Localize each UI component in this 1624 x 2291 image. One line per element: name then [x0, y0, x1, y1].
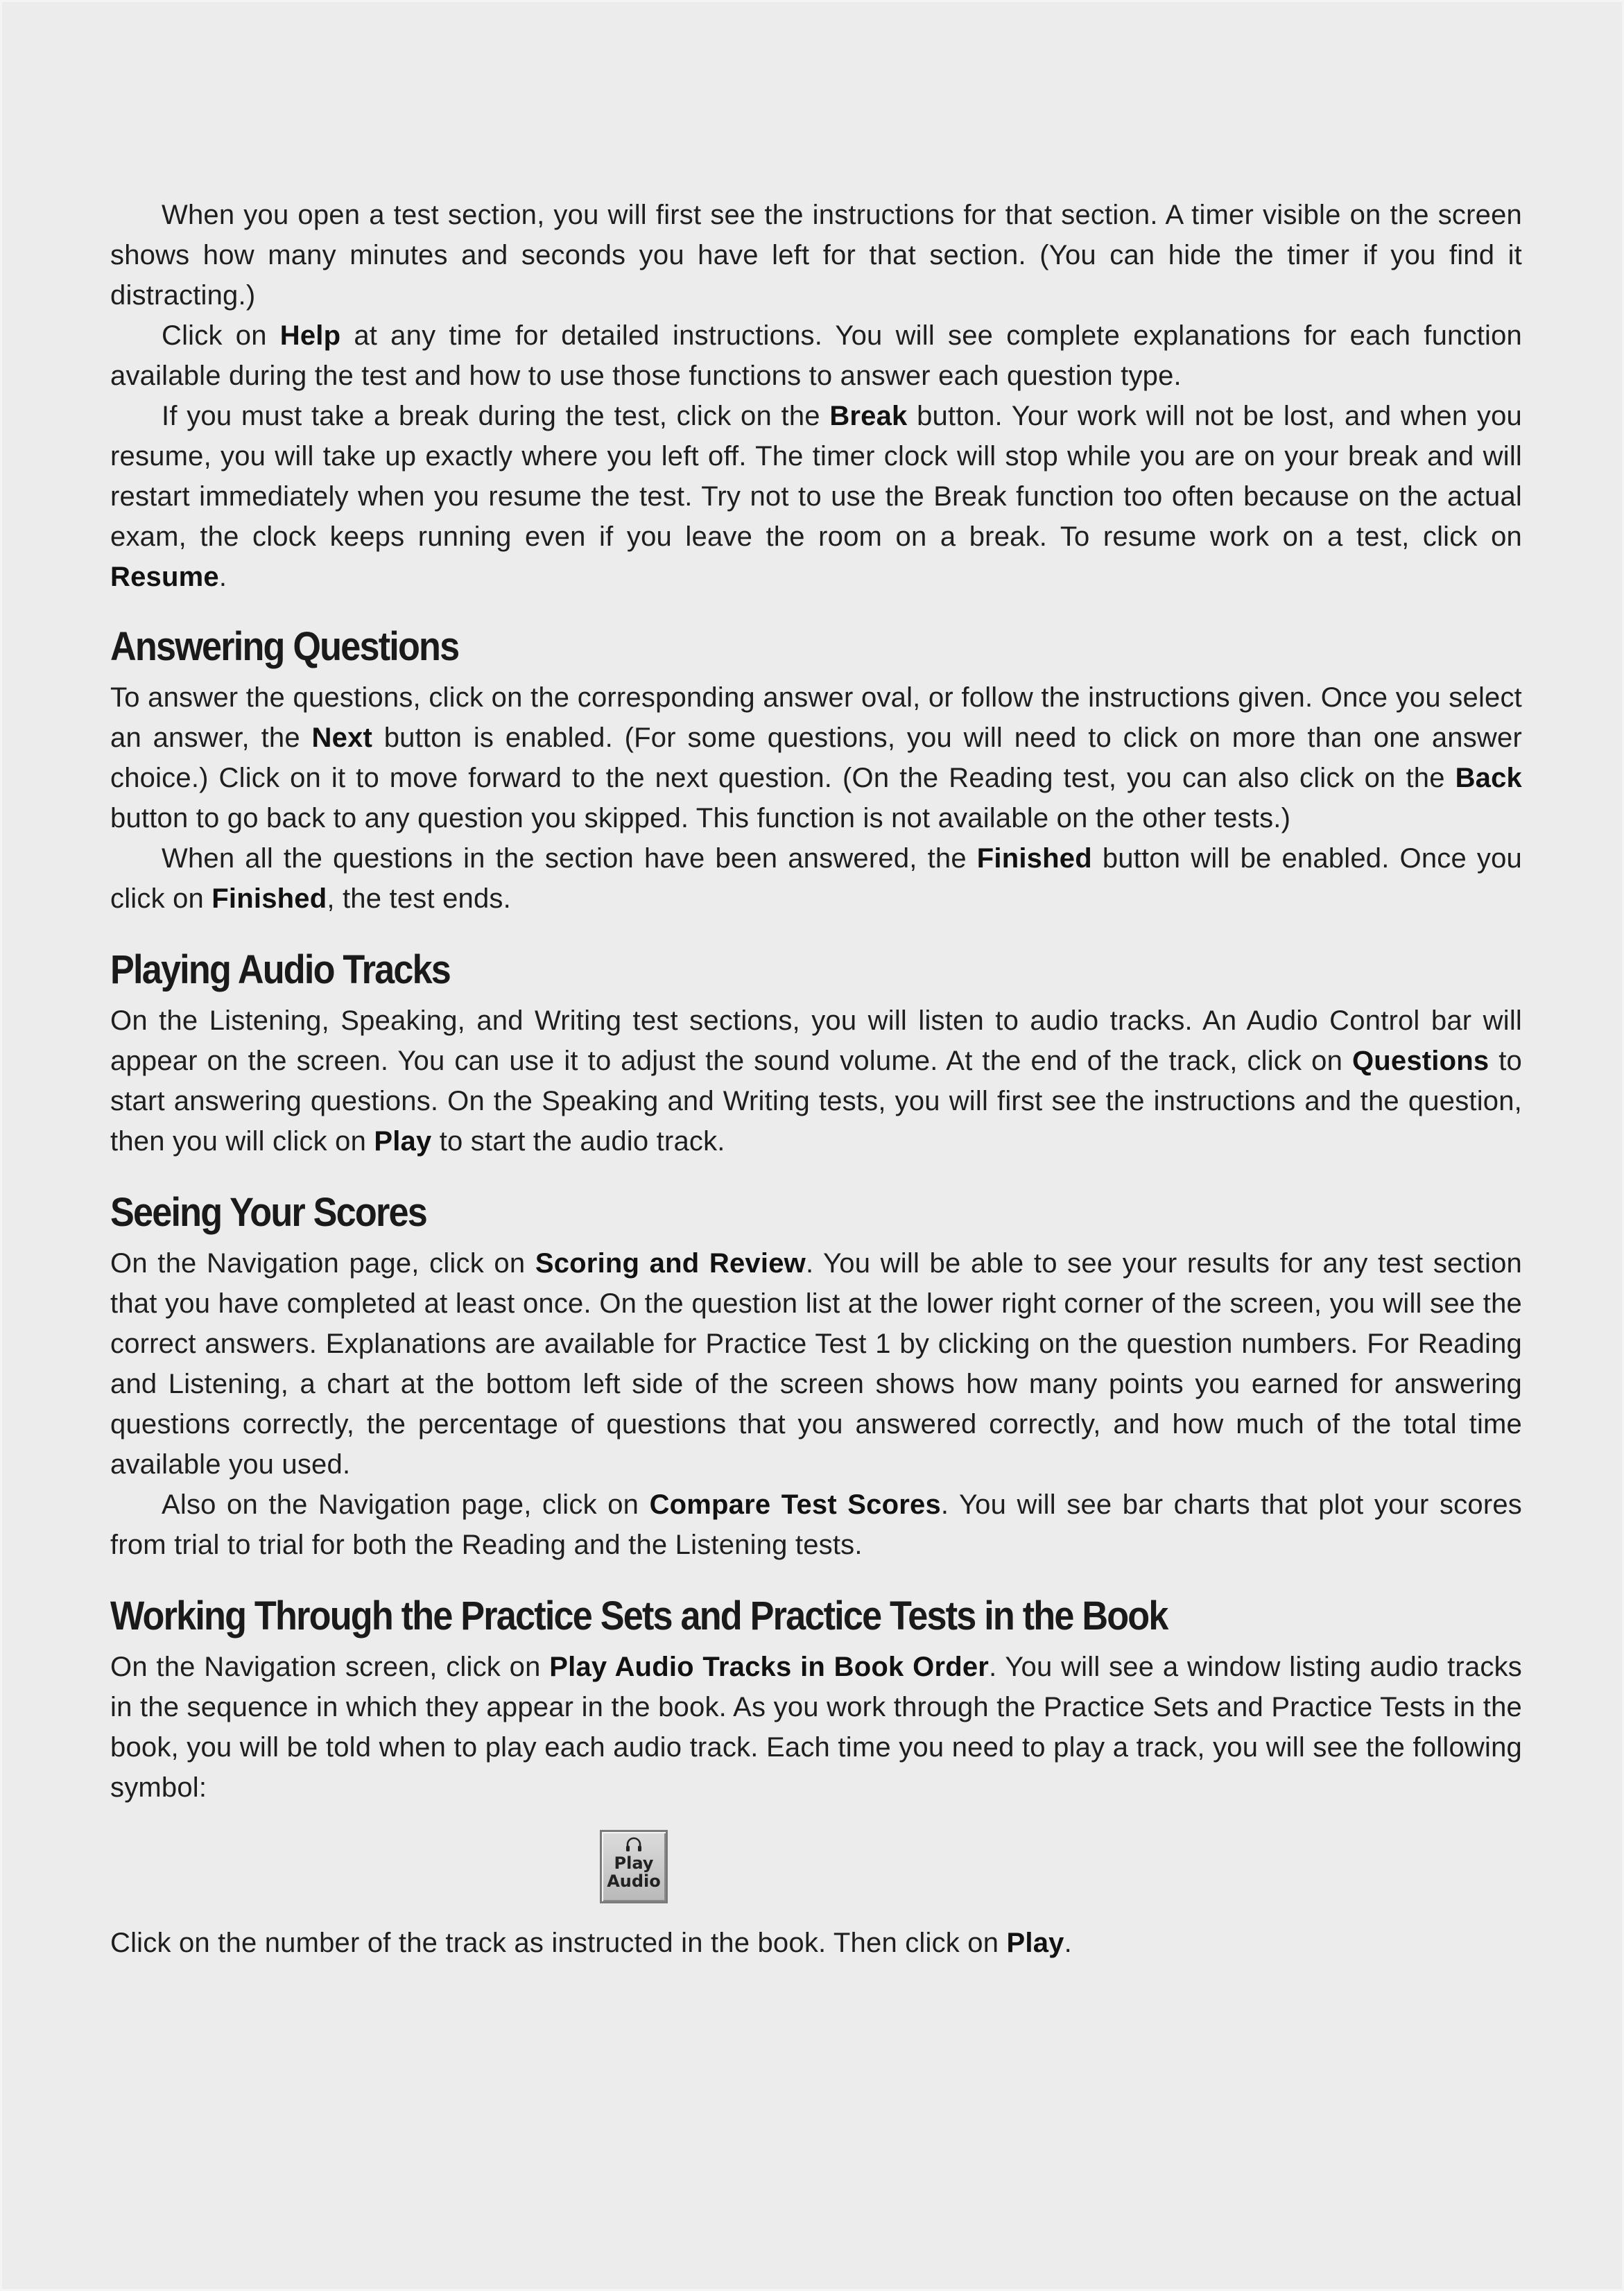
finished-term: Finished [976, 843, 1092, 874]
heading-playing-audio-tracks: Playing Audio Tracks [110, 947, 451, 992]
text-run: When all the questions in the section have been answered, the [162, 843, 977, 874]
scores-paragraph-1 [110, 1243, 1522, 1485]
questions-term: Questions [1351, 1046, 1489, 1076]
answering-paragraph-1 [110, 677, 1522, 838]
headphones-icon [625, 1836, 643, 1854]
text-run: at any time for detailed instructions. You will see complete explanations for each function available during the test and how to use those functions to answer each question type. [110, 320, 1522, 391]
intro-paragraph-help [110, 315, 1522, 396]
play-term: Play [1006, 1928, 1064, 1958]
text-run: button will be enabled. Once you click on [110, 843, 1522, 914]
play-audio-symbol-row [110, 1808, 1522, 1912]
text-run: Click on the number of the track as instructed in the book. Then click on [110, 1928, 1007, 1958]
play-audio-label-play: Play [614, 1853, 654, 1873]
text-run: . You will see a window listing audio tracks in the sequence in which they appear in the book. As you work through the Practice Sets and Practice Tests in the book, you will be told when to play each audio track. Each time you need to play a track, you will see the following symbol: [110, 1652, 1522, 1803]
heading-seeing-your-scores: Seeing Your Scores [110, 1190, 426, 1235]
text-run: On the Navigation page, click on [110, 1248, 535, 1279]
text-run: button is enabled. (For some questions, you will need to click on more than one answer choice.) Click on it to move forward to the next question. (On the Reading test, you can also click on the [110, 723, 1522, 793]
break-term: Break [829, 401, 908, 431]
scores-paragraph-2 [110, 1485, 1522, 1565]
audio-paragraph [110, 1001, 1522, 1161]
text-run: . [1064, 1928, 1072, 1958]
play-audio-tracks-in-book-order-term: Play Audio Tracks in Book Order [549, 1652, 990, 1682]
help-term: Help [279, 320, 341, 351]
play-term: Play [374, 1126, 432, 1157]
text-run: button to go back to any question you skipped. This function is not available on the other tests.) [110, 803, 1291, 833]
compare-test-scores-term: Compare Test Scores [649, 1489, 941, 1520]
text-run: button. Your work will not be lost, and when you resume, you will take up exactly where you left off. The timer clock will stop while you are on your break and will restart immediately when you resume the test. Try not to use the Break function too often because on the actual exam, the clock keeps running even if you leave the room on a break. To resume work on a test, click on [110, 401, 1523, 552]
text-run: To answer the questions, click on the corresponding answer oval, or follow the instructions given. Once you select an answer, the [110, 682, 1522, 753]
text-run: to start answering questions. On the Speaking and Writing tests, you will first see the instructions and the question, then you will click on [110, 1046, 1522, 1157]
text-run: . You will be able to see your results for any test section that you have completed at least once. On the question list at the lower right corner of the screen, you will see the correct answers. Explanations are available for Practice Test 1 by clicking on the question numbers. For Reading and Listening, a chart at the bottom left side of the screen shows how many points you earned for answering questions correctly, the percentage of questions that you answered correctly, and how much of the total time available you used. [110, 1248, 1522, 1480]
intro-timer-text: When you open a test section, you will first see the instructions for that section. A timer visible on the screen shows how many minutes and seconds you have left for that section. (You can hide the timer if you find it distracting.) [110, 200, 1522, 311]
page-content [110, 195, 1522, 1963]
text-run: . You will see bar charts that plot your scores from trial to trial for both the Reading and the Listening tests. [110, 1489, 1522, 1560]
text-run: If you must take a break during the test, click on the [162, 401, 830, 431]
text-run: Click on [162, 320, 280, 351]
heading-working-through-practice: Working Through the Practice Sets and Practice Tests in the Book [110, 1593, 1168, 1639]
finished-term: Finished [211, 883, 327, 914]
working-paragraph-2 [110, 1923, 1522, 1963]
resume-term: Resume [110, 562, 219, 592]
text-run: Also on the Navigation page, click on [162, 1489, 650, 1520]
text-run: , the test ends. [327, 883, 511, 914]
next-term: Next [311, 723, 372, 753]
intro-paragraph-break [110, 396, 1522, 597]
back-term: Back [1455, 763, 1522, 793]
play-audio-button [600, 1830, 668, 1903]
text-run: On the Listening, Speaking, and Writing test sections, you will listen to audio tracks. An Audio Control bar will appear on the screen. You can use it to adjust the sound volume. At the end of the track, click on [110, 1005, 1522, 1076]
text-run: to start the audio track. [431, 1126, 725, 1157]
working-paragraph-1 [110, 1647, 1522, 1808]
text-run: On the Navigation screen, click on [110, 1652, 550, 1682]
heading-answering-questions: Answering Questions [110, 624, 459, 669]
intro-paragraph-timer [110, 195, 1522, 315]
play-audio-label-audio: Audio [607, 1871, 661, 1891]
text-run: . [218, 562, 227, 592]
scoring-and-review-term: Scoring and Review [535, 1248, 806, 1279]
answering-paragraph-2 [110, 838, 1522, 919]
